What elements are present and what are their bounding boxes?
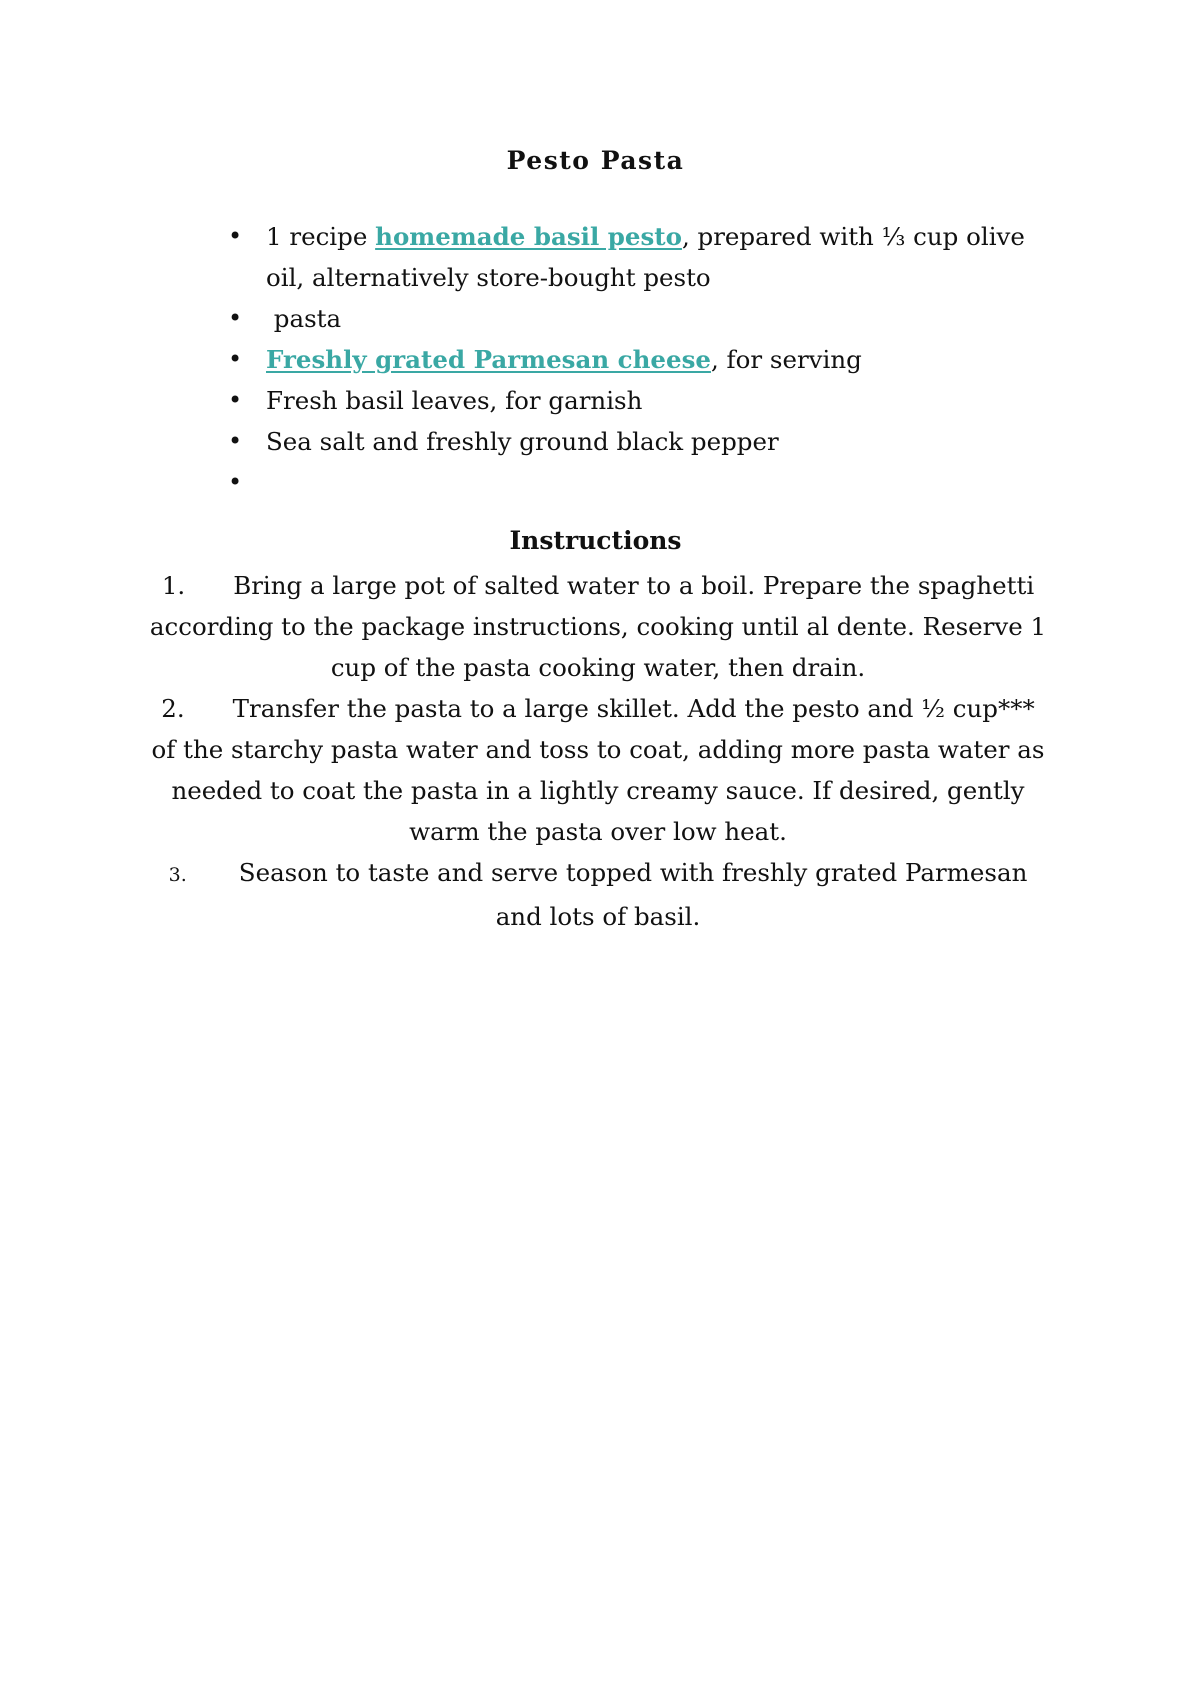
step-text: Bring a large pot of salted water to a boil. Prepare the spaghetti according to the package instructions, cooking until al dente. Reserve 1 cup of the pasta cooking water, then drain.: [149, 571, 1047, 682]
step-number: 3.: [168, 864, 187, 886]
bullet-icon: •: [228, 427, 243, 455]
ingredients-list: [228, 216, 1058, 503]
recipe-title: Pesto Pasta: [506, 146, 685, 175]
instructions-heading: Instructions: [509, 526, 682, 555]
bullet-icon: •: [228, 386, 243, 414]
bullet-icon: •: [228, 345, 243, 373]
step-text: Transfer the pasta to a large skillet. Add the pesto and ½ cup*** of the starchy pasta water and toss to coat, adding more pasta water as needed to coat the pasta in a lightly creamy sauce. If desired, gently warm the pasta over low heat.: [151, 694, 1045, 846]
ingredient-item: [228, 339, 1058, 380]
instruction-step: [148, 852, 1048, 937]
ingredient-suffix: , for serving: [710, 345, 862, 374]
ingredient-prefix: 1 recipe: [266, 222, 376, 251]
instructions-list: [148, 565, 1048, 937]
ingredient-text: pasta: [266, 304, 342, 333]
parmesan-cheese-link[interactable]: Freshly grated Parmesan cheese: [266, 345, 711, 374]
bullet-icon: •: [228, 304, 243, 332]
instruction-step: [148, 688, 1048, 852]
ingredient-item: [228, 421, 1058, 462]
step-number: 2.: [161, 694, 185, 723]
ingredient-text: Fresh basil leaves, for garnish: [266, 386, 643, 415]
ingredient-item: [228, 298, 1058, 339]
homemade-basil-pesto-link[interactable]: homemade basil pesto: [375, 222, 682, 251]
bullet-icon: •: [228, 222, 243, 250]
bullet-icon: •: [228, 468, 243, 496]
step-number: 1.: [161, 571, 186, 600]
step-text: Season to taste and serve topped with freshly grated Parmesan and lots of basil.: [238, 858, 1028, 931]
ingredient-text: Sea salt and freshly ground black pepper: [266, 427, 779, 456]
ingredient-suffix: , prepared with ⅓ cup olive oil, alternatively store-bought pesto: [266, 222, 1025, 292]
instruction-step: [148, 565, 1048, 688]
ingredient-item: [228, 216, 1058, 298]
ingredient-item: [228, 380, 1058, 421]
ingredient-item-empty: [228, 462, 1058, 503]
